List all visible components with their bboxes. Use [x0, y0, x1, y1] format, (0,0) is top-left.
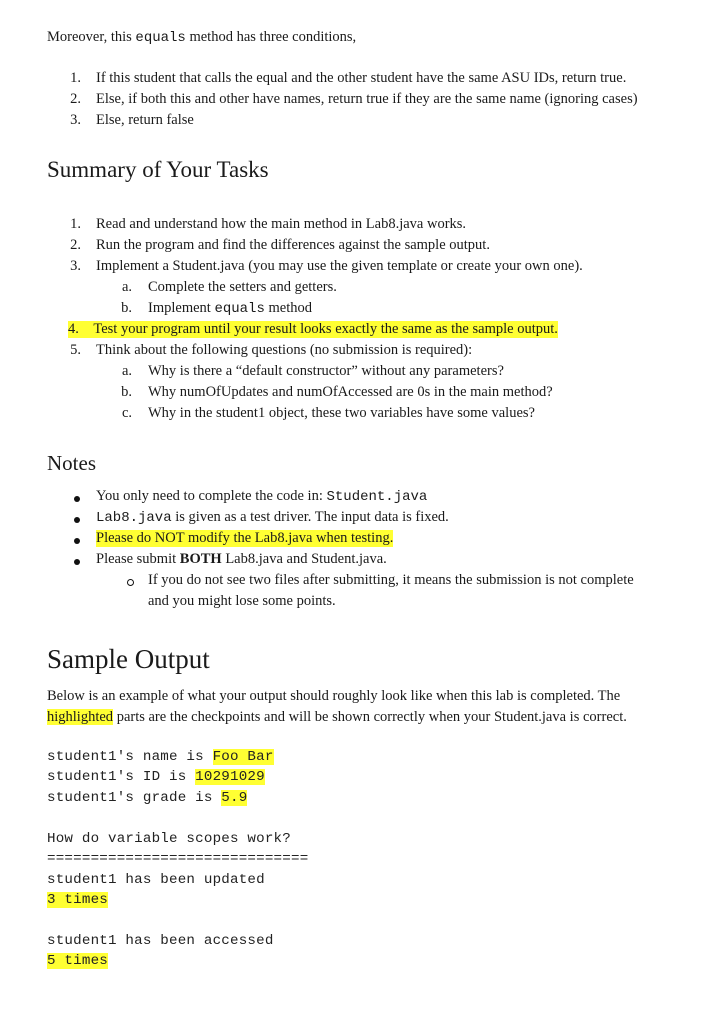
equals-code: equals [214, 301, 265, 317]
intro-sentence: Moreover, this equals method has three conditions, [47, 29, 357, 46]
list-item: Please submit BOTH Lab8.java and Student.java. [96, 551, 387, 567]
list-item: You only need to complete the code in: Student.java [96, 488, 428, 505]
equals-code: equals [135, 30, 186, 46]
sample-description-line2: highlighted parts are the checkpoints and will be shown correctly when your Student.java is correct. [47, 709, 627, 725]
bullet-icon [74, 559, 80, 565]
output-line: student1's ID is 10291029 [47, 769, 265, 785]
output-separator: ============================== [47, 851, 309, 867]
output-line: student1 has been updated [47, 872, 265, 888]
bullet-icon [74, 517, 80, 523]
list-item-continued: and you might lose some points. [148, 593, 336, 609]
output-line: 3 times [47, 892, 108, 908]
list-item-highlighted: Please do NOT modify the Lab8.java when testing. [96, 530, 394, 546]
bullet-icon [74, 538, 80, 544]
output-line: How do variable scopes work? [47, 831, 291, 847]
output-line: student1's grade is 5.9 [47, 790, 248, 806]
notes-heading: Notes [47, 451, 96, 475]
sample-description: Below is an example of what your output should roughly look like when this lab is completed. The [47, 688, 621, 704]
output-line: student1's name is Foo Bar [47, 749, 274, 765]
circle-bullet-icon [127, 579, 134, 586]
output-line: student1 has been accessed [47, 933, 274, 949]
sample-output-heading: Sample Output [47, 644, 210, 674]
list-item: If you do not see two files after submitting, it means the submission is not complete [148, 572, 634, 588]
list-item: Lab8.java is given as a test driver. The input data is fixed. [96, 509, 449, 526]
summary-heading: Summary of Your Tasks [47, 157, 269, 182]
output-line: 5 times [47, 953, 108, 969]
bullet-icon [74, 496, 80, 502]
